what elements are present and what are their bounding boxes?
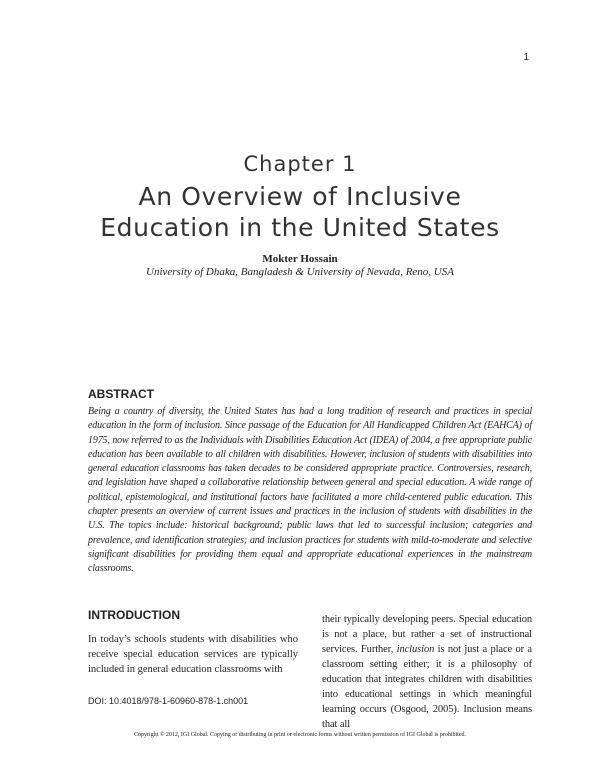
abstract-heading: ABSTRACT: [88, 387, 154, 401]
intro-right-part-b: is not just a place or a classroom setting either; it is a philosophy of education that integrates children with disabilities into educational settings in which meaningful learning occurs (Osgood, 2005). Inclusion means that all: [322, 644, 532, 730]
title-line-1: An Overview of Inclusive: [138, 182, 462, 211]
introduction-left-column: In today’s schools students with disabilities who receive special education services are typically included in general education classrooms with: [88, 634, 298, 675]
doi: DOI: 10.4018/978-1-60960-878-1.ch001: [88, 696, 249, 706]
intro-right-emphasis: inclusion: [396, 644, 435, 655]
introduction-heading: INTRODUCTION: [88, 608, 180, 622]
author-affiliation: University of Dhaka, Bangladesh & University of Nevada, Reno, USA: [146, 266, 454, 278]
introduction-right-column: [322, 612, 532, 732]
author-name: Mokter Hossain: [262, 253, 338, 265]
chapter-label: Chapter 1: [243, 152, 357, 176]
copyright-notice: Copyright © 2012, IGI Global. Copying or distributing in print or electronic forms without written permission of IGI Global is prohibited.: [133, 732, 466, 738]
chapter-title: [0, 181, 600, 243]
page-number: 1: [523, 52, 529, 63]
title-line-2: Education in the United States: [100, 213, 500, 242]
abstract-text: Being a country of diversity, the United States has had a long tradition of research and practices in special education in the form of inclusion. Since passage of the Education for All Handicapped Children Act (EAHCA) of 1975, now referred to as the Individuals with Disabilities Education Act (IDEA) of 2004, a free appropriate public education has been available to all children with disabilities. However, inclusion of students with disabilities into general education classrooms has taken decades to be considered appropriate practice. Controversies, research, and legislation have shaped a collaborative relationship between general and special education. A wide range of political, epistemological, and institutional factors have facilitated a more child-centered public education. This chapter presents an overview of current issues and practices in the inclusion of students with disabilities in the U.S. The topics include: historical background; public laws that led to successful inclusion; categories and prevalence, and identification strategies; and inclusion practices for students with mild-to-moderate and selective significant disabilities for providing them equal and appropriate educational experiences in the mainstream classrooms.: [88, 406, 532, 575]
intro-right-part-a: their typically developing peers. Special education is not a place, but rather a set of instructional services. Further,: [322, 614, 532, 655]
